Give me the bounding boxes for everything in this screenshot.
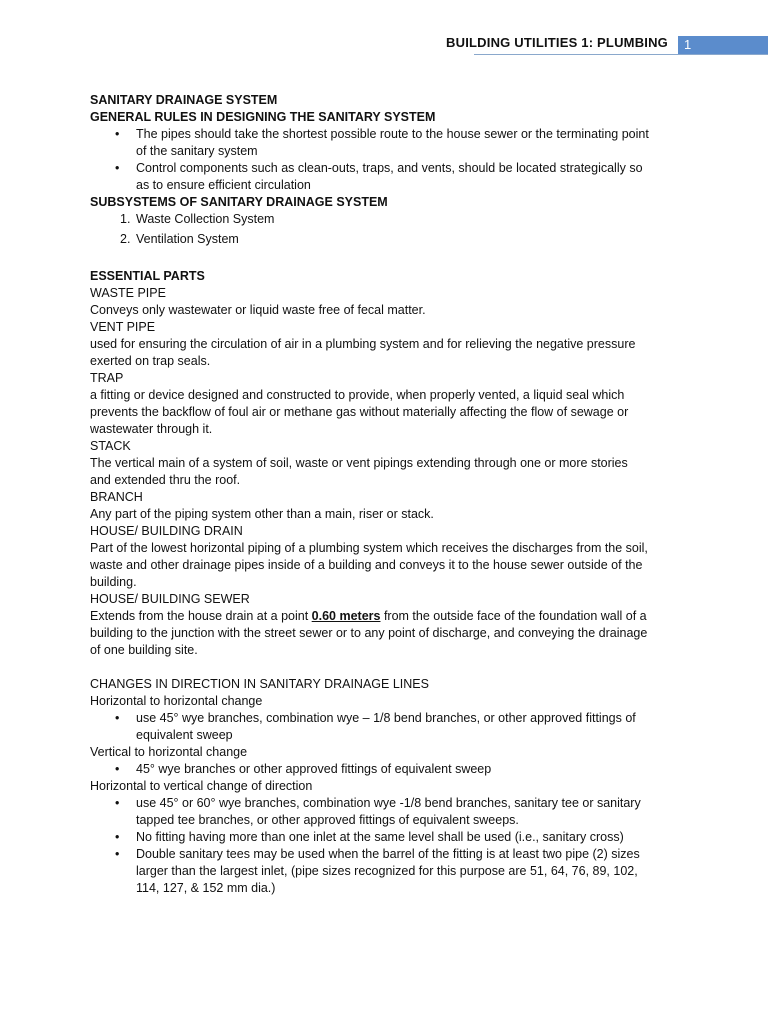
list-item-text: Ventilation System xyxy=(136,232,239,246)
sewer-distance-emphasis: 0.60 meters xyxy=(311,609,381,623)
header-divider xyxy=(474,54,768,55)
part-text: a fitting or device designed and constructed to provide, when properly vented, a liquid seal which prevents the backflow of foul air or methane gas without materially affecting the flow of sewage or wastewater through it. xyxy=(90,388,629,436)
essential-parts-heading: ESSENTIAL PARTS xyxy=(90,269,205,283)
doc-title: SANITARY DRAINAGE SYSTEM xyxy=(90,93,278,107)
list-item xyxy=(120,211,650,228)
list-item: • Double sanitary tees may be used when the barrel of the fitting is at least two pipe (2) sizes larger than the largest inlet, (pipe sizes recognized for this purpose are 51, 64, 76, 89, 102, 114, 127, & 152 mm dia.) xyxy=(136,846,650,897)
change-subheading: Vertical to horizontal change xyxy=(90,745,248,759)
sewer-text-after: from the outside face of the foundation wall of a building to the junction with the street sewer or to any point of discharge, and conveying the drainage of one building site. xyxy=(90,609,648,657)
part-text: Conveys only wastewater or liquid waste free of fecal matter. xyxy=(90,303,426,317)
list-item: • No fitting having more than one inlet at the same level shall be used (i.e., sanitary cross) xyxy=(136,829,650,846)
part-title: TRAP xyxy=(90,371,124,385)
change-subheading: Horizontal to vertical change of direction xyxy=(90,779,313,793)
part-title: STACK xyxy=(90,439,131,453)
part-title: WASTE PIPE xyxy=(90,286,166,300)
list-item xyxy=(120,231,650,248)
part-title: HOUSE/ BUILDING DRAIN xyxy=(90,524,243,538)
part-text xyxy=(90,608,650,659)
list-item: • use 45° or 60° wye branches, combination wye -1/8 bend branches, sanitary tee or sanitary tapped tee branches, or other approved fittings of equivalent sweeps. xyxy=(136,795,650,829)
sewer-text-before: Extends from the house drain at a point xyxy=(90,609,312,623)
changes-heading: CHANGES IN DIRECTION IN SANITARY DRAINAGE LINES xyxy=(90,677,429,691)
list-number: 1. xyxy=(120,212,131,226)
list-item: • 45° wye branches or other approved fittings of equivalent sweep xyxy=(136,761,650,778)
h2v-list xyxy=(90,795,650,897)
general-rules-heading: GENERAL RULES IN DESIGNING THE SANITARY SYSTEM xyxy=(90,110,436,124)
document-body xyxy=(90,92,650,897)
part-text: Any part of the piping system other than a main, riser or stack. xyxy=(90,507,434,521)
list-item: • The pipes should take the shortest possible route to the house sewer or the terminating point of the sanitary system xyxy=(136,126,650,160)
subsystems-heading: SUBSYSTEMS OF SANITARY DRAINAGE SYSTEM xyxy=(90,195,388,209)
page-number: 1 xyxy=(684,37,692,52)
part-title: HOUSE/ BUILDING SEWER xyxy=(90,592,250,606)
list-item-text: Waste Collection System xyxy=(136,212,275,226)
general-rules-list xyxy=(90,126,650,194)
subsystems-list xyxy=(90,211,650,248)
change-subheading: Horizontal to horizontal change xyxy=(90,694,263,708)
part-text: Part of the lowest horizontal piping of a plumbing system which receives the discharges from the soil, waste and other drainage pipes inside of a building and conveys it to the house sewer outside of the building. xyxy=(90,541,648,589)
part-title: VENT PIPE xyxy=(90,320,156,334)
part-text: used for ensuring the circulation of air in a plumbing system and for relieving the negative pressure exerted on trap seals. xyxy=(90,337,636,368)
list-item: • use 45° wye branches, combination wye – 1/8 bend branches, or other approved fittings of equivalent sweep xyxy=(136,710,650,744)
list-item: • Control components such as clean-outs, traps, and vents, should be located strategically so as to ensure efficient circulation xyxy=(136,160,650,194)
list-number: 2. xyxy=(120,232,131,246)
v2h-list xyxy=(90,761,650,778)
part-text: The vertical main of a system of soil, waste or vent pipings extending through one or more stories and extended thru the roof. xyxy=(90,456,628,487)
h2h-list xyxy=(90,710,650,744)
page-number-box xyxy=(678,36,768,54)
part-title: BRANCH xyxy=(90,490,143,504)
header-title: BUILDING UTILITIES 1: PLUMBING xyxy=(446,35,668,50)
